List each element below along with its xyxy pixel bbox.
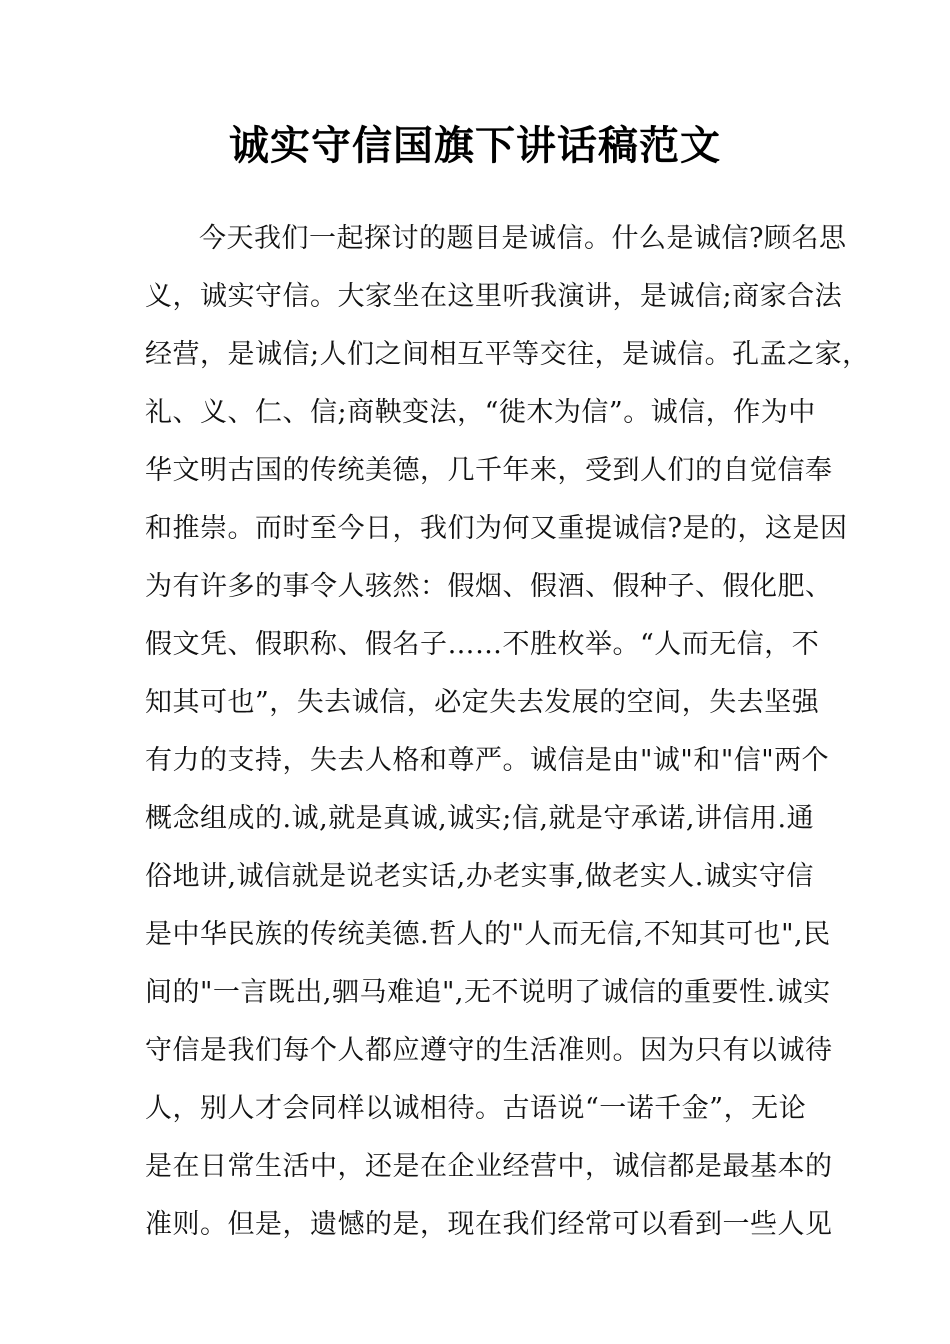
- body-line: 是在日常生活中，还是在企业经营中，诚信都是最基本的: [145, 1151, 833, 1182]
- body-line: 义，诚实守信。大家坐在这里听我演讲，是诚信;商家合法: [145, 281, 843, 312]
- body-line: 华文明古国的传统美德，几千年来，受到人们的自觉信奉: [145, 455, 833, 486]
- body-line: 今天我们一起探讨的题目是诚信。什么是诚信?顾名思: [199, 223, 847, 254]
- body-line: 为有许多的事令人骇然：假烟、假酒、假种子、假化肥、: [145, 571, 833, 602]
- body-line: 人，别人才会同样以诚相待。古语说“一诺千金”，无论: [145, 1093, 807, 1124]
- body-line: 假文凭、假职称、假名子……不胜枚举。“人而无信，不: [145, 629, 820, 660]
- body-line: 间的"一言既出,驷马难追",无不说明了诚信的重要性.诚实: [145, 977, 831, 1008]
- body-line: 经营，是诚信;人们之间相互平等交往，是诚信。孔孟之家，: [145, 339, 870, 370]
- document-body: [145, 210, 870, 1254]
- body-line: 礼、义、仁、信;商鞅变法，“徙木为信”。诚信，作为中: [145, 397, 816, 428]
- body-line: 准则。但是，遗憾的是，现在我们经常可以看到一些人见: [145, 1209, 833, 1240]
- body-line: 知其可也”，失去诚信，必定失去发展的空间，失去坚强: [145, 687, 820, 718]
- body-line: 俗地讲,诚信就是说老实话,办老实事,做老实人.诚实守信: [145, 861, 814, 892]
- body-line: 守信是我们每个人都应遵守的生活准则。因为只有以诚待: [145, 1035, 833, 1066]
- body-line: 有力的支持，失去人格和尊严。诚信是由"诚"和"信"两个: [145, 745, 830, 776]
- document-title: 诚实守信国旗下讲话稿范文: [229, 122, 721, 169]
- body-line: 和推崇。而时至今日，我们为何又重提诚信?是的，这是因: [145, 513, 848, 544]
- body-line: 是中华民族的传统美德.哲人的"人而无信,不知其可也",民: [145, 919, 831, 950]
- body-line: 概念组成的.诚,就是真诚,诚实;信,就是守承诺,讲信用.通: [145, 803, 815, 834]
